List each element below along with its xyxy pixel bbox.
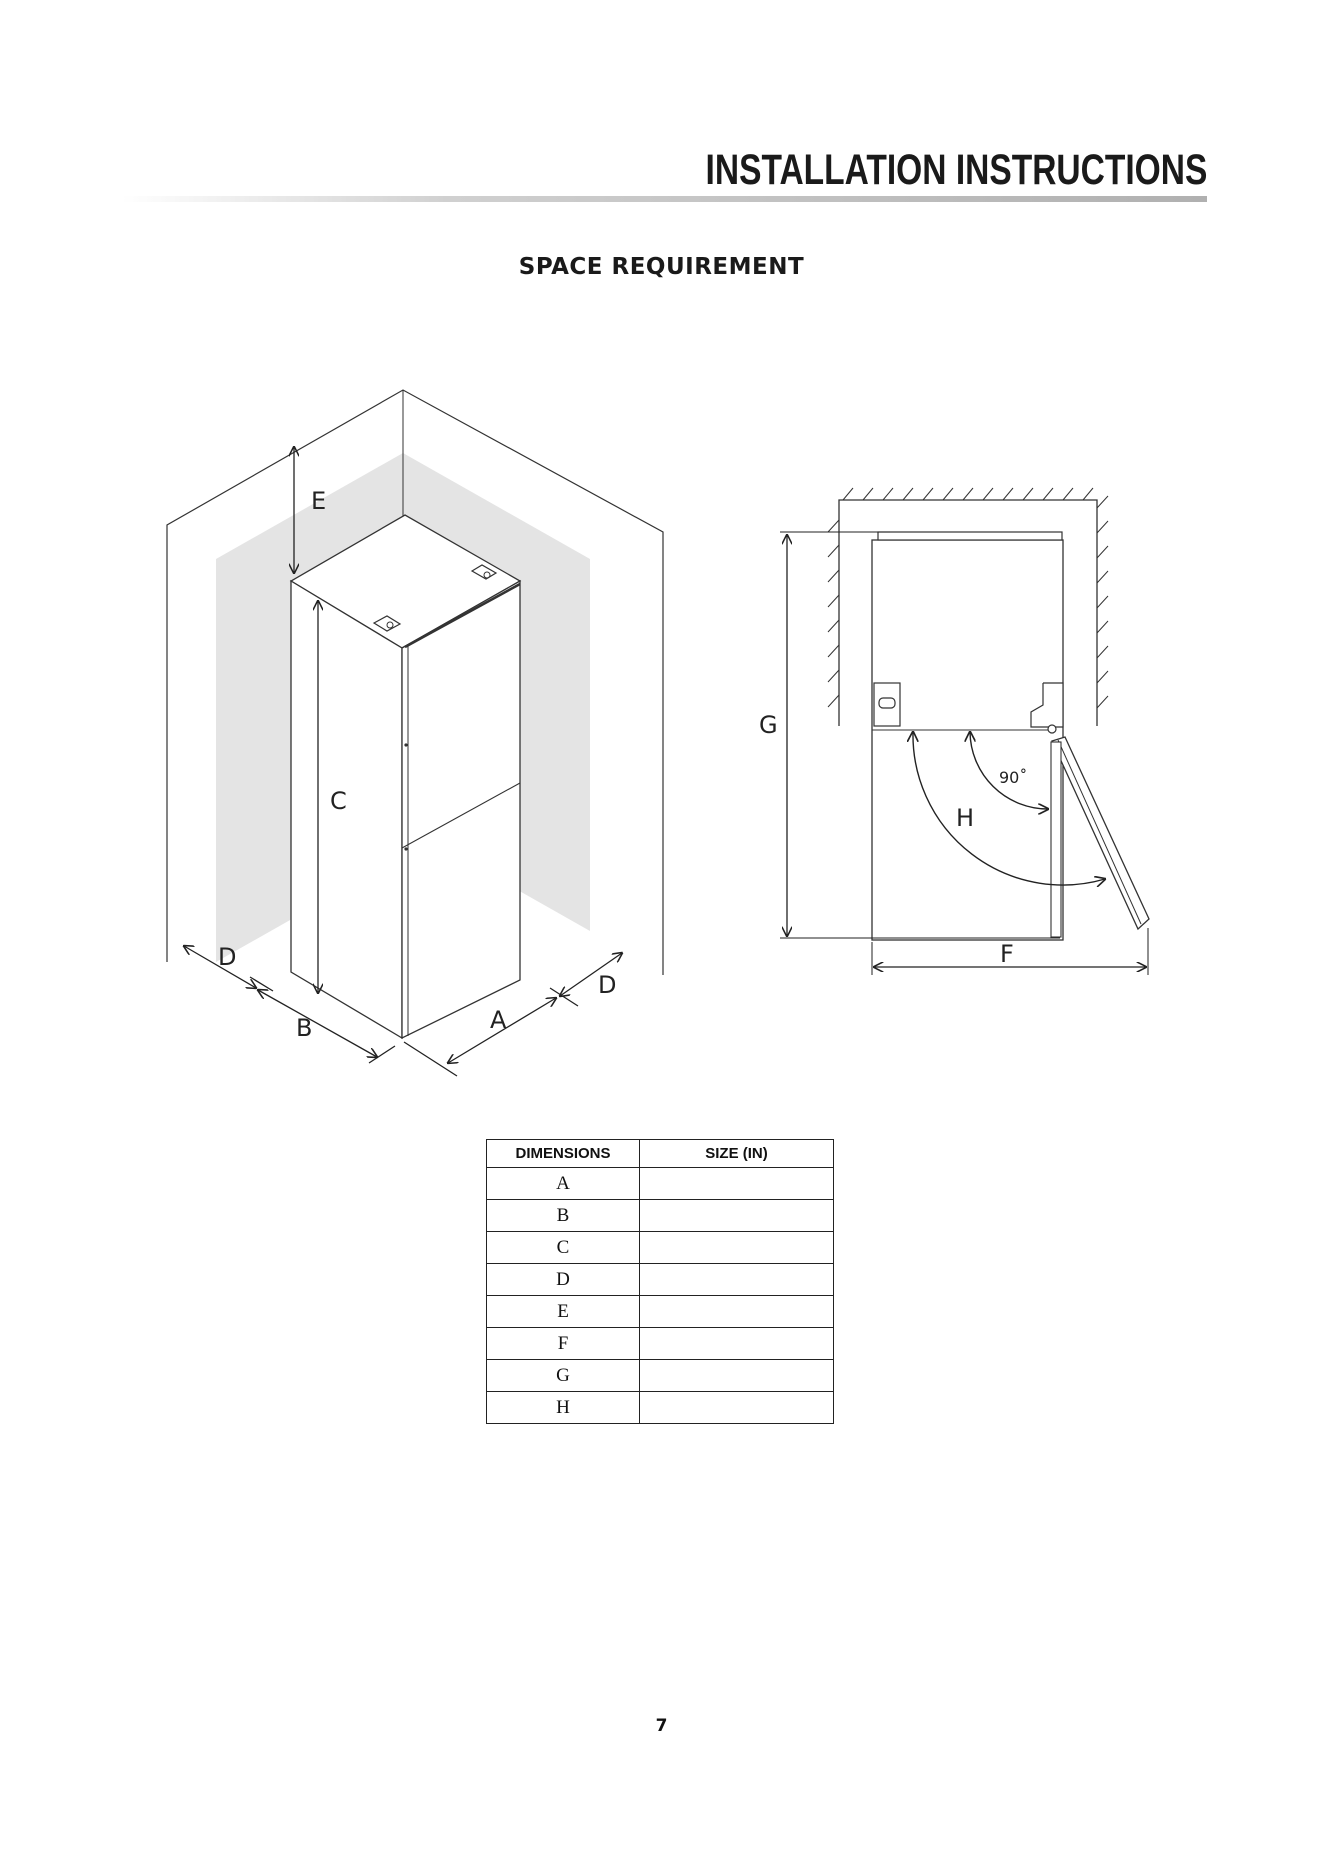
label-angle-90: 90˚ — [999, 768, 1028, 787]
isometric-fridge-diagram — [167, 390, 663, 1076]
size-cell — [640, 1328, 834, 1360]
page-header-title: INSTALLATION INSTRUCTIONS — [705, 146, 1207, 194]
dimension-cell: C — [487, 1232, 640, 1264]
label-e: E — [311, 487, 327, 515]
size-cell — [640, 1200, 834, 1232]
table-header-row — [487, 1140, 834, 1168]
dimension-cell: D — [487, 1264, 640, 1296]
size-cell — [640, 1360, 834, 1392]
table-row — [487, 1296, 834, 1328]
size-cell — [640, 1392, 834, 1424]
dimensions-table — [486, 1139, 834, 1424]
table-row — [487, 1392, 834, 1424]
label-d-right: D — [598, 971, 617, 999]
fridge-front — [402, 581, 520, 1038]
dimension-cell: F — [487, 1328, 640, 1360]
dimension-cell: A — [487, 1168, 640, 1200]
size-cell — [640, 1264, 834, 1296]
table-row — [487, 1168, 834, 1200]
table-row — [487, 1360, 834, 1392]
dimension-cell: G — [487, 1360, 640, 1392]
label-f: F — [1000, 940, 1014, 968]
size-cell — [640, 1168, 834, 1200]
page-number: 7 — [655, 1716, 668, 1736]
table-row — [487, 1232, 834, 1264]
header-dimensions: DIMENSIONS — [487, 1140, 640, 1168]
table-row — [487, 1328, 834, 1360]
open-door — [1052, 737, 1149, 929]
label-d-left: D — [218, 943, 237, 971]
dimension-cell: H — [487, 1392, 640, 1424]
fridge-body-topview — [872, 540, 1063, 940]
size-cell — [640, 1296, 834, 1328]
table-row — [487, 1200, 834, 1232]
label-c: C — [330, 787, 347, 815]
top-view-diagram — [759, 488, 1149, 975]
label-h: H — [956, 804, 975, 832]
size-cell — [640, 1232, 834, 1264]
header-size: SIZE (IN) — [640, 1140, 834, 1168]
label-g: G — [759, 711, 778, 739]
section-title: SPACE REQUIREMENT — [518, 254, 805, 280]
dimension-cell: E — [487, 1296, 640, 1328]
dimension-cell: B — [487, 1200, 640, 1232]
table-row — [487, 1264, 834, 1296]
label-b: B — [296, 1014, 313, 1042]
label-a: A — [490, 1006, 507, 1034]
